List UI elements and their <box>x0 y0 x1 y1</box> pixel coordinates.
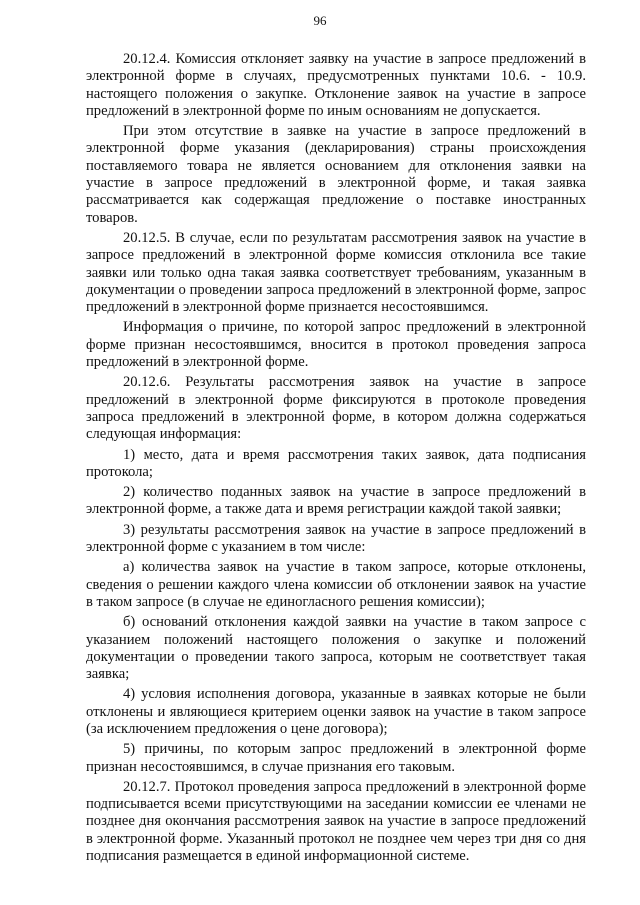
paragraph-20-12-4: 20.12.4. Комиссия отклоняет заявку на участие в запросе предложений в электронной форме в случаях, предусмотренных пунктами 10.6. - 10.9. настоящего положения о закупке. Отклонение заявок на участие в запросе предложений в электронной форме по иным основаниям не допускается. <box>86 51 586 119</box>
page-number: 96 <box>313 13 327 28</box>
list-item-4: 4) условия исполнения договора, указанные в заявках которые не были отклонены и являющиеся критерием оценки заявок на участие в таком запросе (за исключением предложения о цене договора); <box>86 686 586 737</box>
paragraph-20-12-7: 20.12.7. Протокол проведения запроса предложений в электронной форме подписывается всеми присутствующими на заседании комиссии ее членами не позднее дня окончания рассмотрения заявок на участие в запросе предложений в электронной форме. Указанный протокол не позднее чем через три дня со дня подписания размещается в единой информационной системе. <box>86 778 586 865</box>
list-item-3a: а) количества заявок на участие в таком запросе, которые отклонены, сведения о решении каждого члена комиссии об отклонении заявок на участие в таком запросе (в случае не единогласного решения комиссии); <box>86 559 586 610</box>
document-body <box>86 51 586 865</box>
list-item-2: 2) количество поданных заявок на участие в запросе предложений в электронной форме, а также дата и время регистрации каждой такой заявки; <box>86 484 586 518</box>
list-item-3: 3) результаты рассмотрения заявок на участие в запросе предложений в электронной форме с указанием в том числе: <box>86 521 586 556</box>
list-item-3b: б) оснований отклонения каждой заявки на участие в таком запросе с указанием положений настоящего положения о закупке и положений документации о проведении такого запроса, которым не соответствует такая заявка; <box>86 614 586 683</box>
paragraph-country-of-origin: При этом отсутствие в заявке на участие в запросе предложений в электронной форме указания (декларирования) страны происхождения поставляемого товара не является основанием для отклонения заявки на участие в запросе предложений в электронной форме, и такая заявка рассматривается как содержащая предложение о поставке иностранных товаров. <box>86 123 586 226</box>
list-item-1: 1) место, дата и время рассмотрения таких заявок, дата подписания протокола; <box>86 446 586 480</box>
list-item-5: 5) причины, по которым запрос предложений в электронной форме признан несостоявшимся, в случае признания его таковым. <box>86 741 586 775</box>
paragraph-failure-reason: Информация о причине, по которой запрос предложений в электронной форме признан несостоявшимся, вносится в протокол проведения запроса предложений в электронной форме. <box>86 319 586 371</box>
paragraph-20-12-6: 20.12.6. Результаты рассмотрения заявок на участие в запросе предложений в электронной форме фиксируются в протоколе проведения запроса предложений в электронной форме, в котором должна содержаться следующая информация: <box>86 374 586 443</box>
paragraph-20-12-5: 20.12.5. В случае, если по результатам рассмотрения заявок на участие в запросе предложений в электронной форме комиссия отклонила все такие заявки или только одна такая заявка соответствует требованиям, указанным в документации о проведении запроса предложений в электронной форме, запрос предложений в электронной форме признается несостоявшимся. <box>86 229 586 316</box>
